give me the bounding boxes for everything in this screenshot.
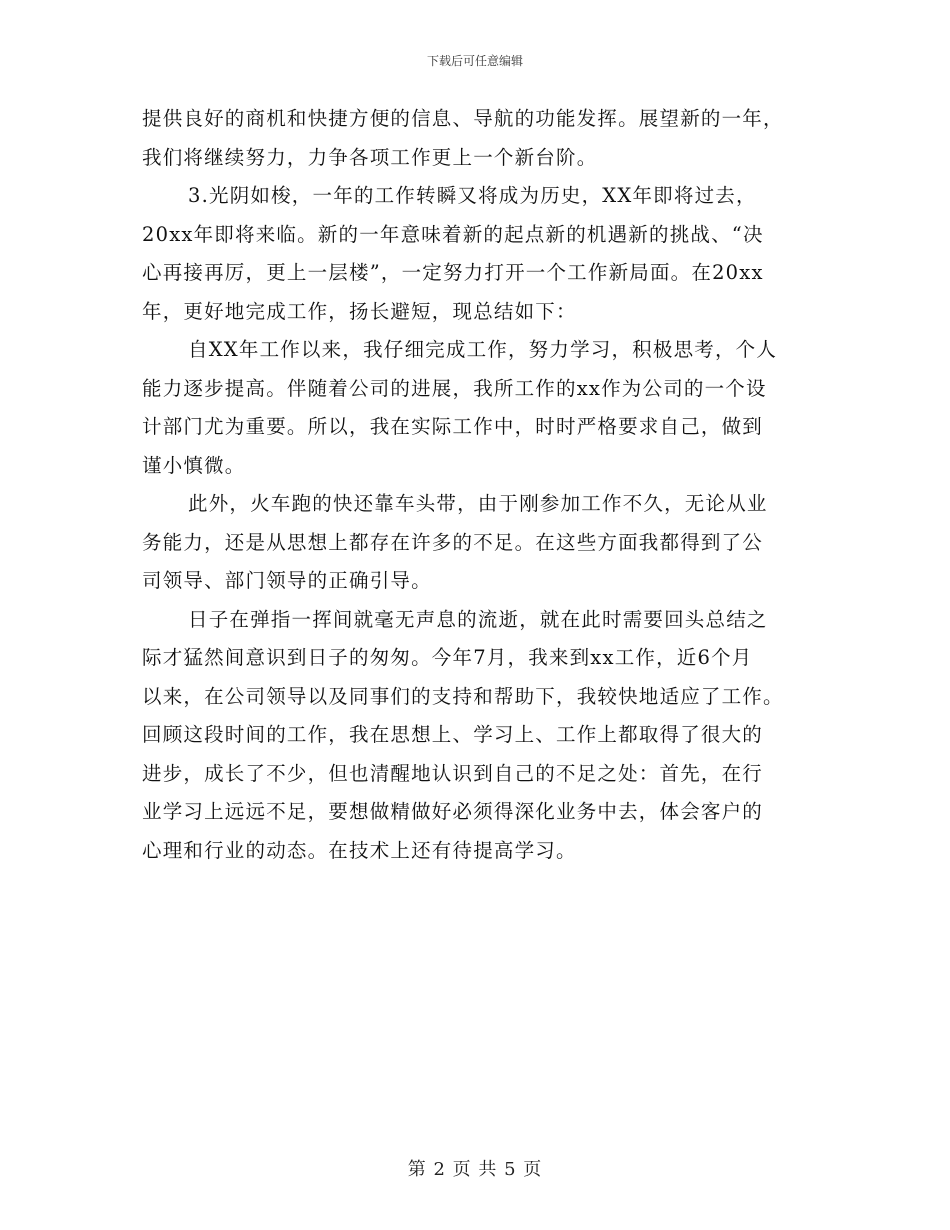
text-line: 计部门尤为重要。所以，我在实际工作中，时时严格要求自己，做到 (142, 415, 764, 438)
text-line: 年，更好地完成工作，扬长避短，现总结如下： (142, 299, 577, 323)
text-line: 心理和行业的动态。在技术上还有待提高学习。 (142, 838, 577, 862)
text-line: 自XX年工作以来，我仔细完成工作，努力学习，积极思考，个人 (188, 338, 778, 361)
text-line: 此外，火车跑的快还靠车头带，由于刚参加工作不久，无论从业 (188, 492, 768, 515)
text-line: 3.光阴如梭，一年的工作转瞬又将成为历史，XX年即将过去， (188, 184, 757, 207)
document-body (142, 100, 806, 870)
text-line: 我们将继续努力，力争各项工作更上一个新台阶。 (142, 145, 598, 169)
text-line: 司领导、部门领导的正确引导。 (142, 569, 432, 592)
text-line: 提供良好的商机和快捷方便的信息、导航的功能发挥。展望新的一年， (142, 107, 784, 130)
page-header: 下载后可任意编辑 (426, 54, 523, 68)
text-line: 20xx年即将来临。新的一年意味着新的起点新的机遇新的挑战、“决 (142, 222, 764, 246)
text-line: 以来，在公司领导以及同事们的支持和帮助下，我较快地适应了工作。 (142, 684, 784, 708)
text-line: 务能力，还是从思想上都存在许多的不足。在这些方面我都得到了公 (142, 530, 764, 554)
text-line: 回顾这段时间的工作，我在思想上、学习上、工作上都取得了很大的 (142, 723, 764, 746)
text-line: 际才猛然间意识到日子的匆匆。今年7月，我来到xx工作，近6个月 (142, 646, 753, 669)
text-line: 业学习上远远不足，要想做精做好必须得深化业务中去，体会客户的 (142, 800, 764, 823)
text-line: 日子在弹指一挥间就毫无声息的流逝，就在此时需要回头总结之 (188, 607, 768, 631)
text-line: 谨小慎微。 (142, 453, 246, 477)
page-number-footer: 第 2 页 共 5 页 (407, 1159, 543, 1180)
text-line: 心再接再厉，更上一层楼”，一定努力打开一个工作新局面。在20xx (142, 261, 764, 284)
text-line: 能力逐步提高。伴随着公司的进展，我所工作的xx作为公司的一个设 (142, 376, 767, 400)
text-line: 进步，成长了不少，但也清醒地认识到自己的不足之处：首先，在行 (142, 761, 764, 785)
